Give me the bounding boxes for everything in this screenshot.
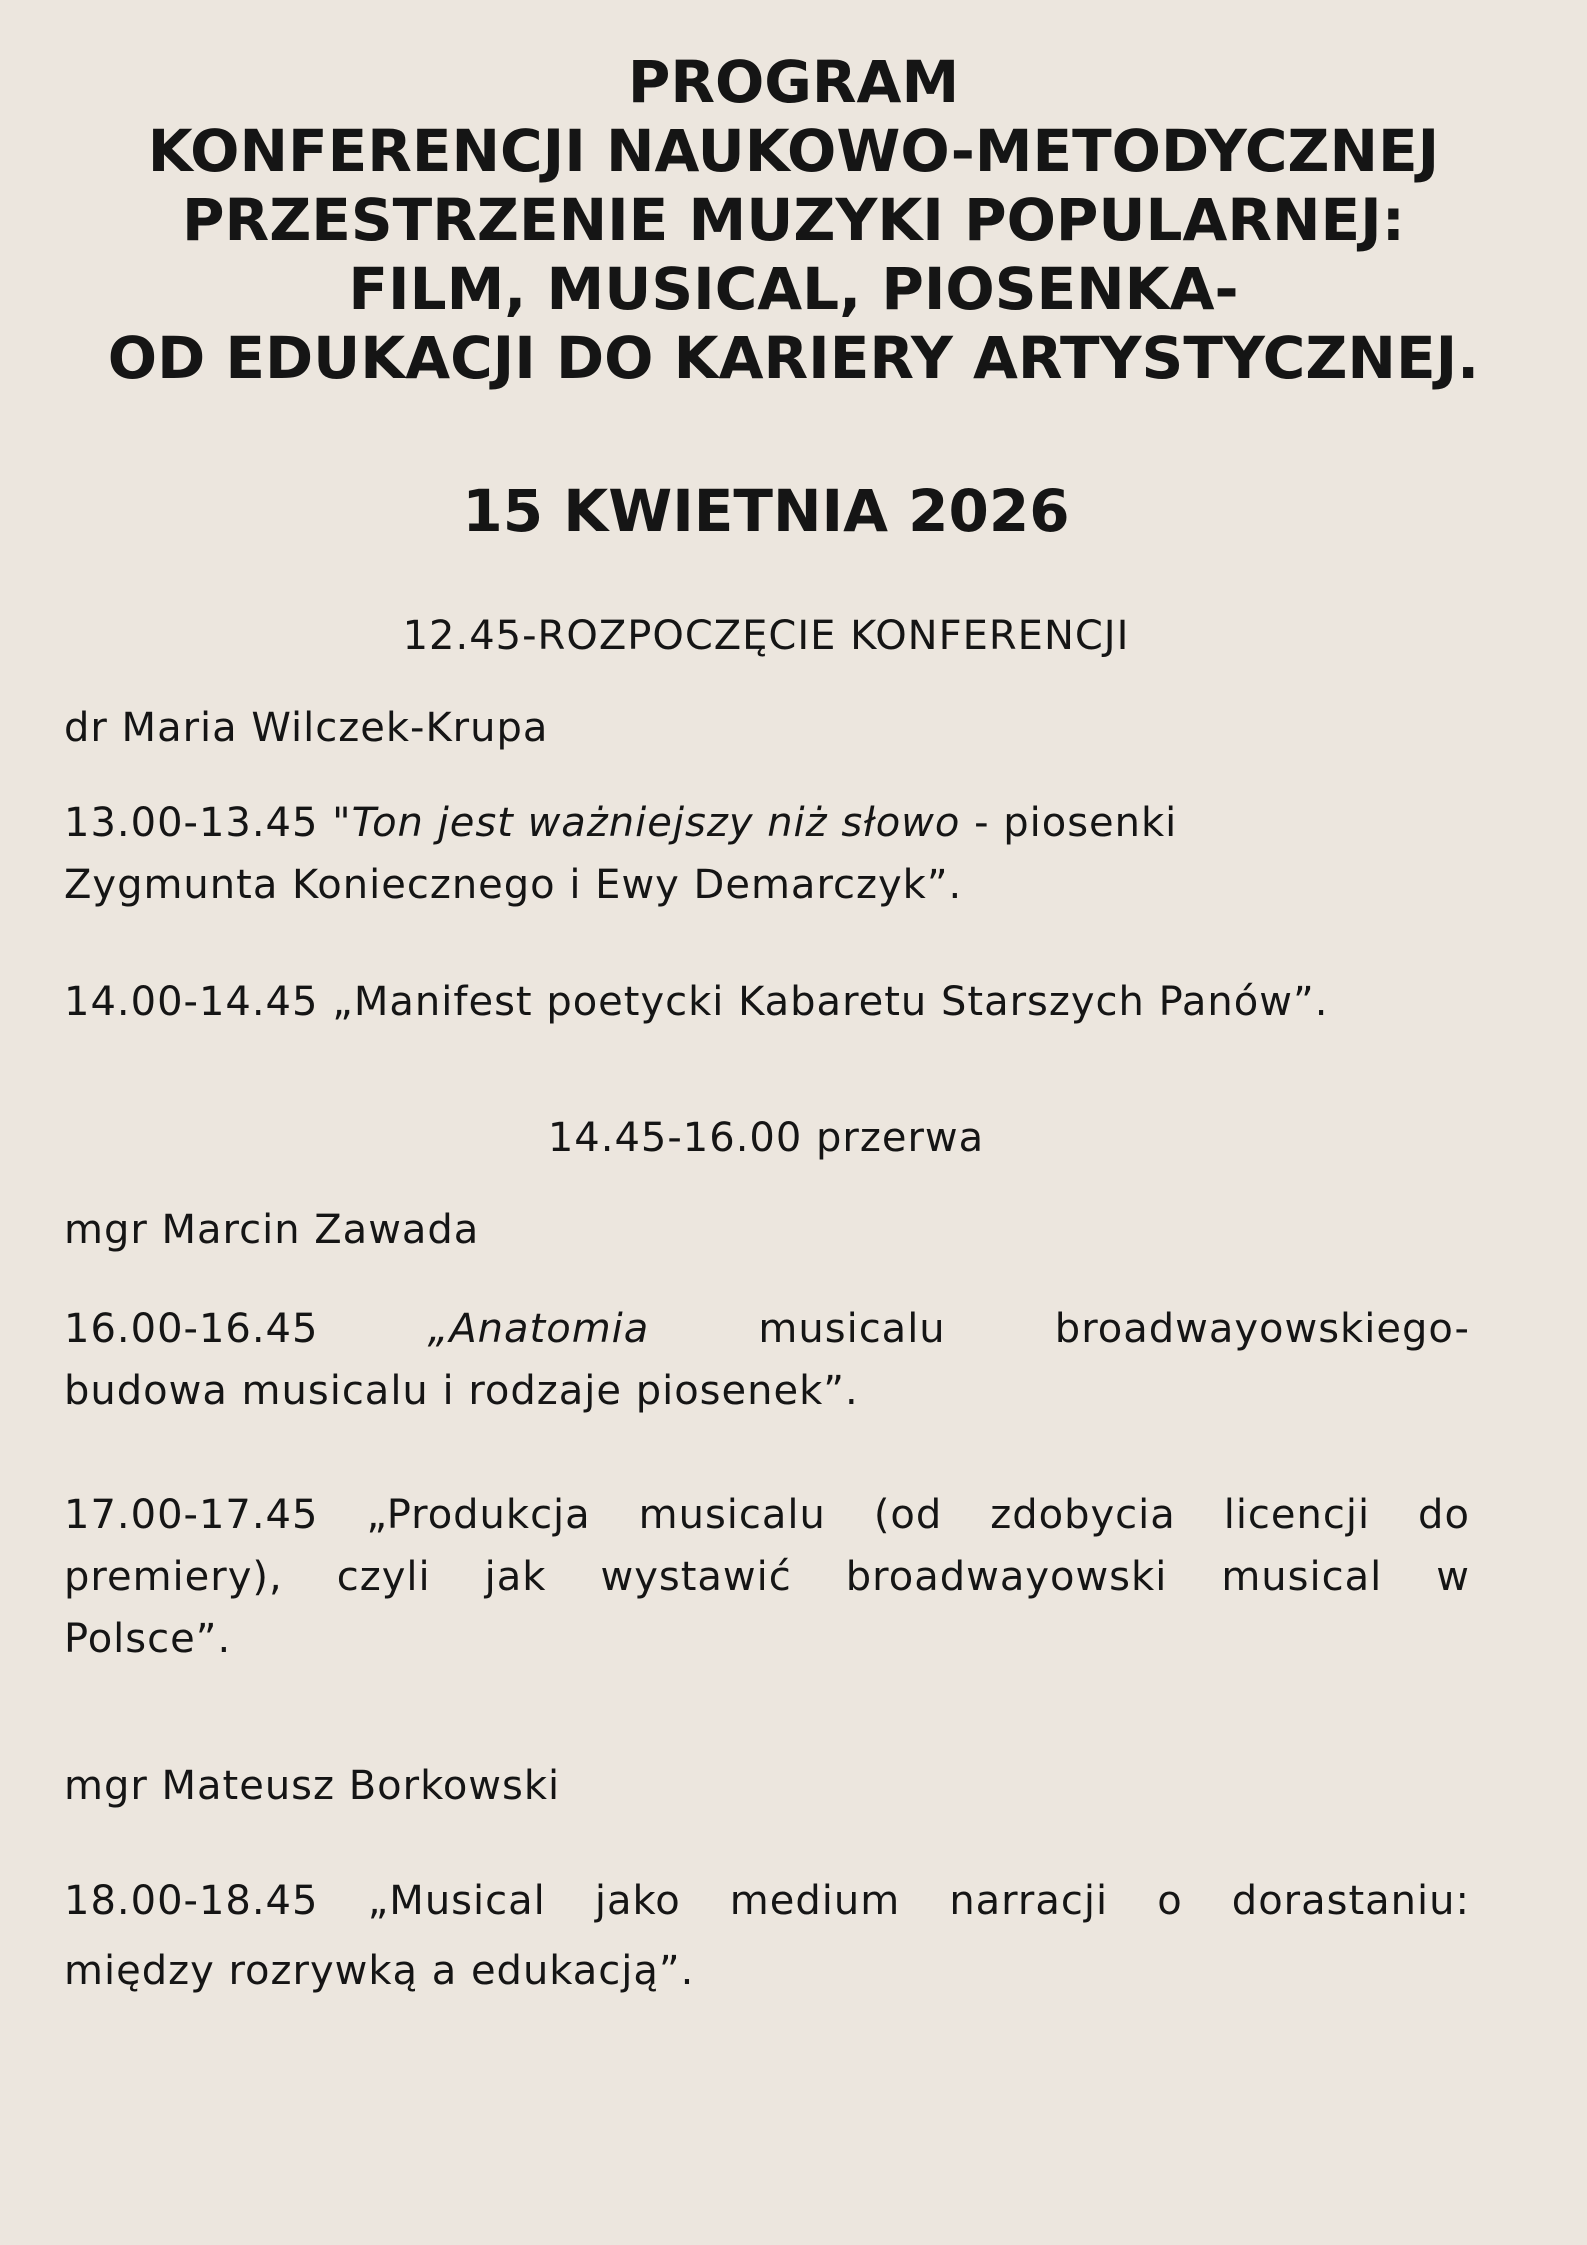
talk-word: jako: [594, 1878, 681, 1924]
talk-line: między rozrywką a edukacją”.: [64, 1948, 695, 1994]
talk-line: [64, 1554, 1470, 1616]
talk-word: licencji: [1223, 1492, 1371, 1538]
talk-line: [64, 1492, 1470, 1554]
talk-word: broadwayowski: [845, 1554, 1168, 1600]
talk-word: medium: [729, 1878, 901, 1924]
title-line-3: PRZESTRZENIE MUZYKI POPULARNEJ:: [182, 186, 1405, 254]
talk-word: o: [1157, 1878, 1183, 1924]
talk-item: [64, 1492, 1470, 1678]
title-line-1: PROGRAM: [627, 48, 960, 116]
conference-date: 15 KWIETNIA 2026: [462, 477, 1070, 545]
talk-line: budowa musicalu i rodzaje piosenek”.: [64, 1368, 859, 1414]
talk-word: (od: [873, 1492, 943, 1538]
talk-word: 18.00-18.45: [64, 1878, 319, 1924]
talk-word: czyli: [336, 1554, 431, 1600]
talk-item: [64, 1306, 1470, 1430]
talk-word: wystawić: [600, 1554, 792, 1600]
talk-title-italic: „Anatomia: [427, 1306, 650, 1352]
talk-word: narracji: [949, 1878, 1109, 1924]
talk-line: [64, 1306, 1470, 1368]
talk-word: „Musical: [367, 1878, 546, 1924]
title-line-5: OD EDUKACJI DO KARIERY ARTYSTYCZNEJ.: [107, 324, 1480, 392]
title-line-2: KONFERENCJI NAUKOWO-METODYCZNEJ: [147, 117, 1440, 185]
talk-item: [64, 1878, 1470, 2010]
talk-item: [64, 800, 1470, 924]
talk-line: Polsce”.: [64, 1616, 232, 1662]
talk-line: [64, 800, 1470, 862]
talk-word: do: [1418, 1492, 1470, 1538]
speaker-name-1: dr Maria Wilczek-Krupa: [64, 705, 549, 751]
speaker-name-3: mgr Mateusz Borkowski: [64, 1763, 561, 1809]
talk-time: 16.00-16.45: [64, 1306, 319, 1352]
talk-word: musicalu: [638, 1492, 826, 1538]
talk-word: musicalu: [758, 1306, 946, 1352]
talk-line: Zygmunta Koniecznego i Ewy Demarczyk”.: [64, 862, 963, 908]
talk-word: dorastaniu:: [1231, 1878, 1470, 1924]
talk-time-prefix: 13.00-13.45 ": [64, 800, 352, 846]
talk-word: premiery),: [64, 1554, 283, 1600]
program-title: [60, 48, 1527, 393]
talk-word: 17.00-17.45: [64, 1492, 319, 1538]
talk-word: w: [1436, 1554, 1470, 1600]
talk-word: zdobycia: [990, 1492, 1176, 1538]
title-line-4: FILM, MUSICAL, PIOSENKA-: [348, 255, 1239, 323]
talk-word: musical: [1221, 1554, 1383, 1600]
break-time: 14.45-16.00 przerwa: [547, 1115, 985, 1161]
talk-word: jak: [484, 1554, 547, 1600]
opening-time: 12.45-ROZPOCZĘCIE KONFERENCJI: [402, 613, 1130, 659]
talk-title-suffix: - piosenki: [960, 800, 1178, 846]
talk-item: 14.00-14.45 „Manifest poetycki Kabaretu Starszych Panów”.: [64, 979, 1329, 1025]
talk-word: broadwayowskiego-: [1054, 1306, 1470, 1352]
talk-title-italic: Ton jest ważniejszy niż słowo: [351, 800, 961, 846]
talk-word: „Produkcja: [366, 1492, 591, 1538]
talk-line: [64, 1878, 1470, 1948]
speaker-name-2: mgr Marcin Zawada: [64, 1207, 480, 1253]
